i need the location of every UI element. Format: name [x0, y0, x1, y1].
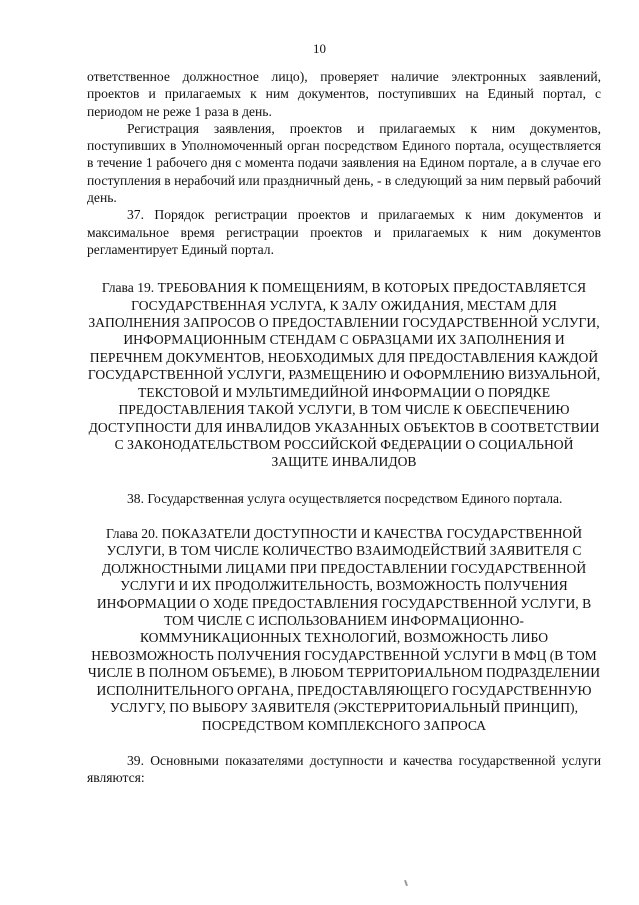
paragraph-continuation: ответственное должностное лицо), проверяет наличие электронных заявлений, проектов и прилагаемых к ним документов, поступивших на Единый портал, с периодом не реже 1 раза в день.	[87, 69, 601, 119]
paragraph-38: 38. Государственная услуга осуществляется посредством Единого портала.	[127, 490, 563, 506]
document-body	[87, 68, 601, 787]
paragraph-registration: Регистрация заявления, проектов и прилагаемых к ним документов, поступивших в Уполномоченный орган посредством Единого портала, осуществляется в течение 1 рабочего дня с момента подачи заявления на Едином портале, а в случае его поступления в нерабочий или праздничный день, - в следующий за ним первый рабочий день.	[87, 120, 601, 206]
chapter-20-heading: Глава 20. ПОКАЗАТЕЛИ ДОСТУПНОСТИ И КАЧЕСТВА ГОСУДАРСТВЕННОЙ УСЛУГИ, В ТОМ ЧИСЛЕ КОЛИЧЕСТВО ВЗАИМОДЕЙСТВИЙ ЗАЯВИТЕЛЯ С ДОЛЖНОСТНЫМИ ЛИЦАМИ ПРИ ПРЕДОСТАВЛЕНИИ ГОСУДАРСТВЕННОЙ УСЛУГИ И ИХ ПРОДОЛЖИТЕЛЬНОСТЬ, ВОЗМОЖНОСТЬ ПОЛУЧЕНИЯ ИНФОРМАЦИИ О ХОДЕ ПРЕДОСТАВЛЕНИЯ ГОСУДАРСТВЕННОЙ УСЛУГИ, В ТОМ ЧИСЛЕ С ИСПОЛЬЗОВАНИЕМ ИНФОРМАЦИОННО-КОММУНИКАЦИОННЫХ ТЕХНОЛОГИЙ, ВОЗМОЖНОСТЬ ЛИБО НЕВОЗМОЖНОСТЬ ПОЛУЧЕНИЯ ГОСУДАРСТВЕННОЙ УСЛУГИ В МФЦ (В ТОМ ЧИСЛЕ В ПОЛНОМ ОБЪЕМЕ), В ЛЮБОМ ТЕРРИТОРИАЛЬНОМ ПОДРАЗДЕЛЕНИИ ИСПОЛНИТЕЛЬНОГО ОРГАНА, ПРЕДОСТАВЛЯЮЩЕГО ГОСУДАРСТВЕННУЮ УСЛУГУ, ПО ВЫБОРУ ЗАЯВИТЕЛЯ (ЭКСТЕРРИТОРИАЛЬНЫЙ ПРИНЦИП), ПОСРЕДСТВОМ КОМПЛЕКСНОГО ЗАПРОСА	[87, 526, 601, 733]
spacer	[87, 734, 601, 752]
paragraph-39: 39. Основными показателями доступности и качества государственной услуги являются:	[87, 752, 601, 786]
spacer	[87, 258, 601, 279]
page-number: 10	[313, 41, 326, 56]
chapter-19-heading: Глава 19. ТРЕБОВАНИЯ К ПОМЕЩЕНИЯМ, В КОТОРЫХ ПРЕДОСТАВЛЯЕТСЯ ГОСУДАРСТВЕННАЯ УСЛУГА, К ЗАЛУ ОЖИДАНИЯ, МЕСТАМ ДЛЯ ЗАПОЛНЕНИЯ ЗАПРОСОВ О ПРЕДОСТАВЛЕНИИ ГОСУДАРСТВЕННОЙ УСЛУГИ, ИНФОРМАЦИОННЫМ СТЕНДАМ С ОБРАЗЦАМИ ИХ ЗАПОЛНЕНИЯ И ПЕРЕЧНЕМ ДОКУМЕНТОВ, НЕОБХОДИМЫХ ДЛЯ ПРЕДОСТАВЛЕНИЯ КАЖДОЙ ГОСУДАРСТВЕННОЙ УСЛУГИ, РАЗМЕЩЕНИЮ И ОФОРМЛЕНИЮ ВИЗУАЛЬНОЙ, ТЕКСТОВОЙ И МУЛЬТИМЕДИЙНОЙ ИНФОРМАЦИИ О ПОРЯДКЕ ПРЕДОСТАВЛЕНИЯ ТАКОЙ УСЛУГИ, В ТОМ ЧИСЛЕ К ОБЕСПЕЧЕНИЮ ДОСТУПНОСТИ ДЛЯ ИНВАЛИДОВ УКАЗАННЫХ ОБЪЕКТОВ В СООТВЕТСТВИИ С ЗАКОНОДАТЕЛЬСТВОМ РОССИЙСКОЙ ФЕДЕРАЦИИ О СОЦИАЛЬНОЙ ЗАЩИТЕ ИНВАЛИДОВ	[87, 280, 601, 470]
paragraph-37: 37. Порядок регистрации проектов и прилагаемых к ним документов и максимальное время регистрации проектов и прилагаемых к ним документов регламентирует Единый портал.	[87, 207, 601, 257]
scan-mark	[404, 880, 408, 886]
spacer	[87, 471, 601, 490]
spacer	[87, 507, 601, 525]
